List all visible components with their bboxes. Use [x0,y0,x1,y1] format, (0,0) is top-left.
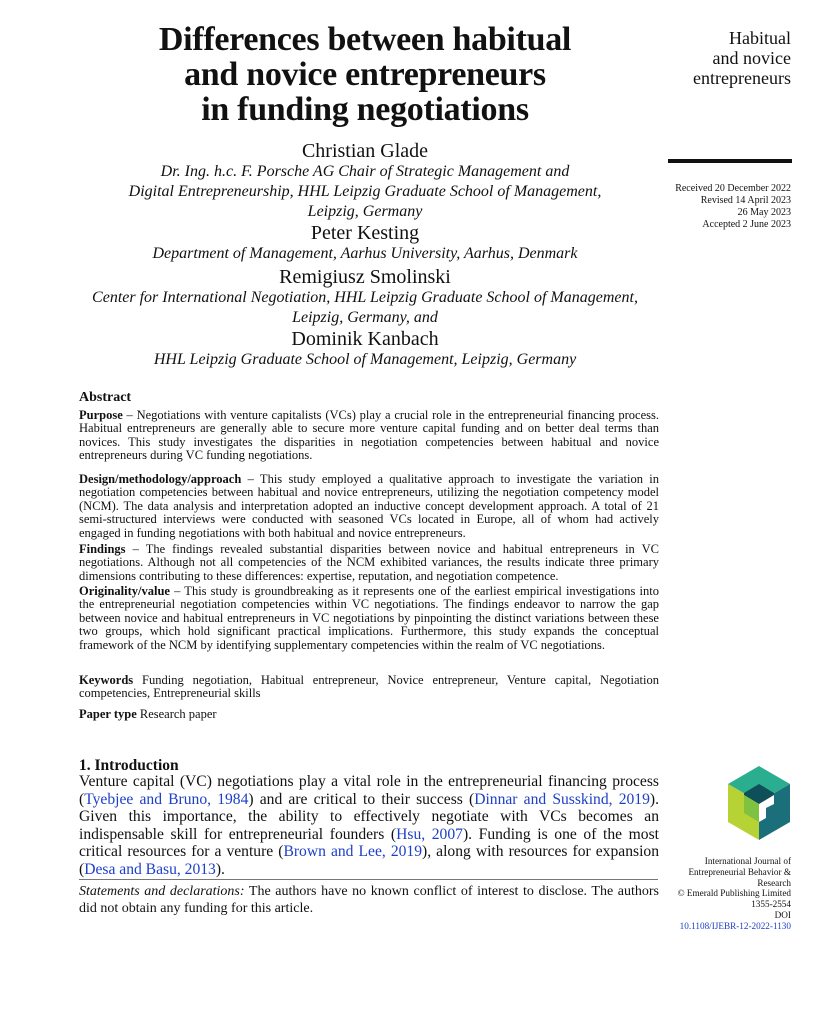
intro-text-run: ). Given this importance, the ability to effectively negotiate with VCs becomes an indispensable skill for entrepreneurial founders ( [79,790,659,843]
affiliation-line: Department of Management, Aarhus University, Aarhus, Denmark [152,245,578,262]
doi-link[interactable]: 10.1108/IJEBR-12-2022-1130 [679,920,791,931]
citation-link[interactable]: Desa and Basu, 2013 [84,860,216,878]
journal-info [640,856,791,932]
author-affiliation [70,162,660,222]
journal-line: Entrepreneurial Behavior & [688,866,791,877]
affiliation-line: Center for International Negotiation, HHL Leipzig Graduate School of Management, [92,289,638,306]
doi-line [640,910,791,932]
date-line: 26 May 2023 [737,207,791,218]
date-line: Received 20 December 2022 [675,183,791,194]
author-affiliation [70,288,660,328]
paper-title [70,22,660,127]
running-title-line: Habitual [729,28,791,48]
citation-link[interactable]: Brown and Lee, 2019 [283,843,423,860]
affiliation-line: Leipzig, Germany, and [292,309,438,326]
findings-label: Findings [79,542,126,556]
citation-link[interactable]: Hsu, 2007 [396,825,463,843]
design-text: – This study employed a qualitative approach to investigate the variation in negotiation competencies between habitual and novice entrepreneurs, utilizing the negotiation competency model (NCM). The data analysis and interpretation adopted an inductive concept development approach. A total of 21 semi-structured interviews were conducted with seasoned VCs located in Europe, all of whom had actively engaged in funding negotiations with both habitual and novice entrepreneurs. [79,472,659,540]
title-line: Differences between habitual [158,21,572,58]
running-title [670,28,791,88]
originality-text: – This study is groundbreaking as it represents one of the earliest empirical investigations into the entrepreneurial negotiation competencies within VC negotiations. The findings endeavor to narrow the gap between novice and habitual entrepreneurs in VC negotiations by pinpointing the distinct variations between these two groups, which hold significant practical implications. Furthermore, this study expands the conceptual framework of the NCM by identifying supplementary competencies within the realm of VC negotiations. [79,584,659,652]
author-affiliation [70,350,660,370]
intro-text-run: ). [215,860,225,878]
publisher-logo-icon [726,764,792,842]
affiliation-line: Leipzig, Germany [307,203,423,220]
doi-label: DOI [774,909,791,920]
paper-type-label: Paper type [79,707,137,721]
abstract-originality [79,585,659,652]
statements-declarations [79,884,659,917]
statements-label: Statements and declarations: [79,884,245,899]
abstract-paper-type [79,708,659,721]
purpose-label: Purpose [79,408,123,422]
abstract-keywords [79,674,659,701]
submission-dates [650,183,791,231]
author-name: Remigiusz Smolinski [279,266,451,288]
intro-paragraph [79,773,659,878]
section-heading: 1. Introduction [79,757,179,774]
running-title-line: and novice [712,48,791,68]
journal-line: International Journal of [704,856,791,866]
purpose-text: – Negotiations with venture capitalists (VCs) play a crucial role in the entrepreneurial financing process. Habitual entrepreneurs are generally able to secure more venture capital funding and on better deal terms than novices. This study investigates the disparities in negotiation competencies between habitual and novice entrepreneurs during VC funding negotiations. [79,408,659,463]
intro-text-run: ). Funding is one of the most critical resources for a venture ( [79,825,659,860]
intro-text-run: ), along with resources for expansion ( [79,843,659,878]
citation-link[interactable]: Tyebjee and Bruno, 1984 [84,790,249,808]
originality-label: Originality/value [79,584,170,598]
date-line: Revised 14 April 2023 [700,195,791,206]
abstract-findings [79,543,659,583]
title-line: and novice entrepreneurs [184,56,546,93]
abstract-design [79,473,659,540]
author-name: Dominik Kanbach [291,328,439,350]
affiliation-line: HHL Leipzig Graduate School of Management, Leipzig, Germany [153,351,577,368]
author-affiliation [70,244,660,264]
abstract-purpose [79,409,659,463]
findings-text: – The findings revealed substantial disparities between novice and habitual entrepreneurs in VC negotiations. Although not all competencies of the NCM exhibited variances, the results indicate three primary dimensions contributing to these differences: expertise, reputation, and negotiation competence. [79,542,659,583]
margin-rule [668,159,792,163]
footnote-rule [79,879,658,880]
author-name: Peter Kesting [310,222,420,244]
design-label: Design/methodology/approach [79,472,242,486]
paper-type-text: Research paper [136,707,217,721]
intro-text-run: ) and are critical to their success ( [248,790,475,808]
keywords-label: Keywords [79,673,134,687]
date-line: Accepted 2 June 2023 [702,219,791,230]
affiliation-line: Digital Entrepreneurship, HHL Leipzig Graduate School of Management, [128,183,602,200]
citation-link[interactable]: Dinnar and Susskind, 2019 [474,790,650,808]
affiliation-line: Dr. Ing. h.c. F. Porsche AG Chair of Strategic Management and [160,163,570,180]
running-title-line: entrepreneurs [693,68,791,88]
title-line: in funding negotiations [201,91,529,128]
keywords-text: Funding negotiation, Habitual entrepreneur, Novice entrepreneur, Venture capital, Negotiation competencies, Entrepreneurial skills [79,673,659,701]
journal-line: © Emerald Publishing Limited [677,888,791,899]
author-name: Christian Glade [301,140,429,162]
intro-text-run: Venture capital (VC) negotiations play a vital role in the entrepreneurial financing process ( [79,773,659,808]
abstract-heading: Abstract [79,390,132,405]
statements-text: The authors have no known conflict of interest to disclose. The authors did not obtain any funding for this article. [79,884,659,916]
journal-line: Research [757,877,791,888]
journal-line: 1355-2554 [751,899,791,910]
